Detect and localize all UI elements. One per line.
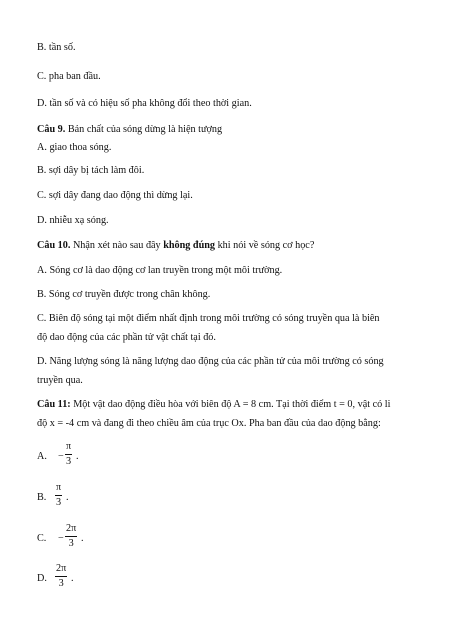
q11-option-a-letter: A.	[37, 451, 47, 462]
q11-option-b-period: .	[66, 492, 69, 503]
fraction-bar	[65, 536, 77, 537]
q11-option-a-fraction	[65, 441, 72, 468]
q11-option-d-fraction	[55, 563, 67, 590]
question-9-text: Bản chất của sóng dừng là hiện tượng	[65, 124, 223, 135]
q10-option-d-line2: truyền qua.	[37, 375, 83, 386]
fraction-bar	[65, 454, 72, 455]
option-c-initial-phase: C. pha ban đầu.	[37, 71, 101, 82]
question-10	[37, 240, 414, 252]
q11-option-c-denominator: 3	[68, 538, 74, 550]
q11-option-a-numerator: π	[66, 441, 72, 452]
fraction-bar	[55, 576, 67, 577]
q11-option-d-period: .	[71, 573, 74, 584]
question-10-text-before: Nhận xét nào sau đây	[70, 240, 164, 251]
question-11-text: Một vật dao động điều hòa với biên độ A = 8 cm. Tại thời điểm t = 0, vật có li	[70, 399, 391, 410]
question-11-line1	[37, 399, 414, 411]
question-11-line2: độ x = -4 cm và đang đi theo chiều âm của trục Ox. Pha ban đầu của dao động bằng:	[37, 418, 381, 429]
q11-option-a-denominator: 3	[66, 456, 72, 468]
q11-option-d-denominator: 3	[58, 578, 64, 590]
q11-option-b-denominator: 3	[56, 497, 62, 509]
q11-option-a-period: .	[76, 451, 79, 462]
q11-option-c-period: .	[81, 533, 84, 544]
question-10-label: Câu 10.	[37, 240, 71, 251]
question-10-text-after: khi nói về sóng cơ học?	[215, 240, 315, 251]
q11-option-b-numerator: π	[56, 482, 62, 493]
q10-option-c-line1: C. Biên độ sóng tại một điểm nhất định trong môi trường có sóng truyền qua là biên	[37, 313, 380, 324]
q9-option-a: A. giao thoa sóng.	[37, 142, 112, 153]
q11-option-b-letter: B.	[37, 492, 47, 503]
q11-option-b-fraction	[55, 482, 62, 509]
q11-option-d-numerator: 2π	[56, 563, 67, 574]
q10-option-b: B. Sóng cơ truyền được trong chân không.	[37, 289, 211, 300]
q10-option-d-line1: D. Năng lượng sóng là năng lượng dao động của các phần tử của môi trường có sóng	[37, 356, 384, 367]
q11-option-c-letter: C.	[37, 533, 47, 544]
fraction-bar	[55, 495, 62, 496]
question-9-label: Câu 9.	[37, 124, 66, 135]
q11-option-c-sign: −	[58, 533, 64, 544]
q11-option-a-sign: −	[58, 451, 64, 462]
q10-option-a: A. Sóng cơ là dao động cơ lan truyền trong một môi trường.	[37, 265, 283, 276]
q11-option-c-numerator: 2π	[66, 523, 77, 534]
q9-option-d: D. nhiễu xạ sóng.	[37, 215, 109, 226]
q11-option-d-letter: D.	[37, 573, 47, 584]
option-d-frequency-phase: D. tần số và có hiệu số pha không đổi theo thời gian.	[37, 98, 252, 109]
q11-option-c-fraction	[65, 523, 77, 550]
question-10-emphasis: không đúng	[163, 240, 216, 251]
q9-option-c: C. sợi dây đang dao động thì dừng lại.	[37, 190, 193, 201]
option-b-frequency: B. tần số.	[37, 42, 76, 53]
q9-option-b: B. sợi dây bị tách làm đôi.	[37, 165, 145, 176]
question-9	[37, 124, 414, 136]
q10-option-c-line2: độ dao động của các phần tử vật chất tại đó.	[37, 332, 216, 343]
question-11-label: Câu 11:	[37, 399, 71, 410]
